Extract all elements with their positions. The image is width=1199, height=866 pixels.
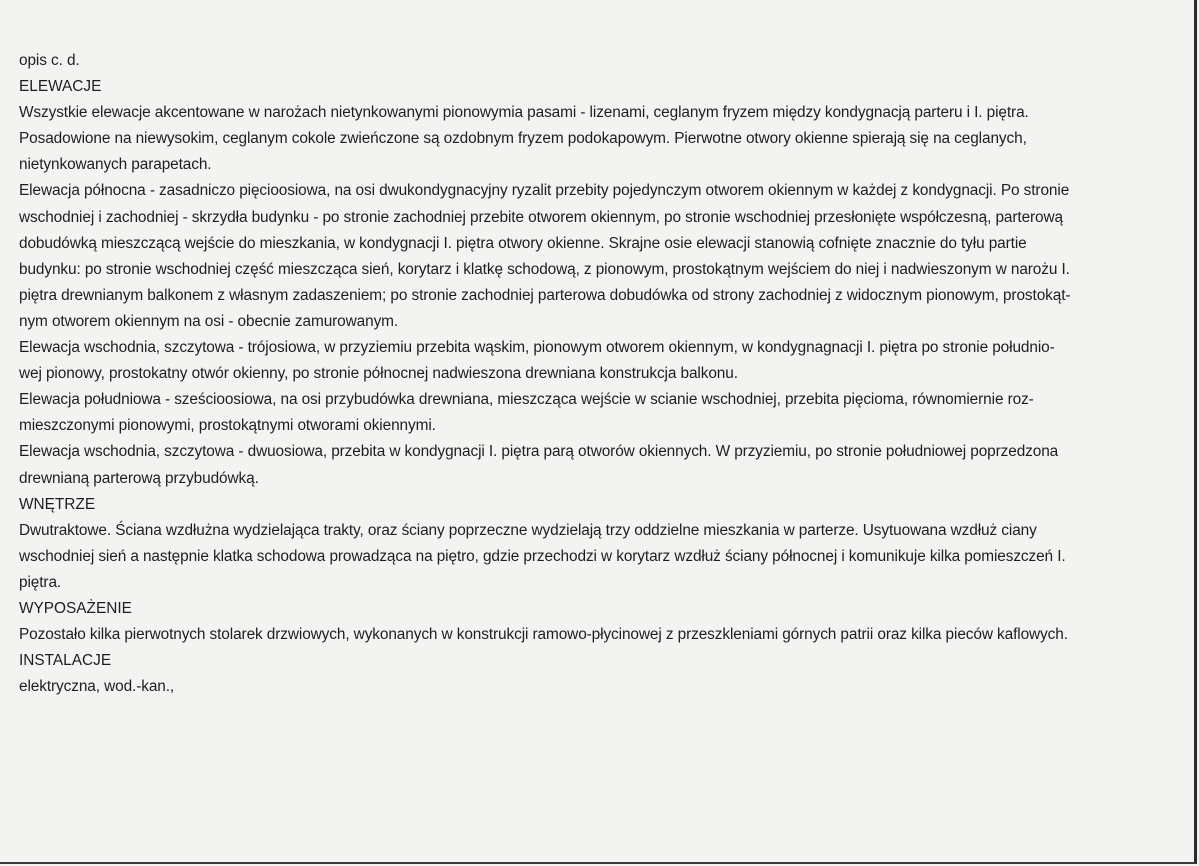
document-body <box>19 48 1179 700</box>
section-heading-wnetrze: WNĘTRZE <box>19 495 96 513</box>
text-line: Elewacja północna - zasadniczo pięcioosiowa, na osi dwukondygnacyjny ryzalit przebity pojedynczym otworem okiennym w każdej z kondygnacji. Po stronie <box>19 182 1070 200</box>
text-line: Dwutraktowe. Ściana wzdłużna wydzielająca trakty, oraz ściany poprzeczne wydzielają trzy oddzielne mieszkania w parterze. Usytuowana wzdłuż ciany <box>19 521 1037 539</box>
text-line: drewnianą parterową przybudówką. <box>19 469 259 487</box>
text-line: mieszczonymi pionowymi, prostokątnymi otworami okiennymi. <box>19 417 436 435</box>
text-line: nietynkowanych parapetach. <box>19 156 212 174</box>
text-line: elektryczna, wod.-kan., <box>19 678 175 696</box>
section-heading-elewacje: ELEWACJE <box>19 78 102 96</box>
text-line: Posadowione na niewysokim, ceglanym cokole zwieńczone są ozdobnym fryzem podokapowym. Pierwotne otwory okienne spierają się na ceglanych, <box>19 130 1027 148</box>
text-line: Elewacja wschodnia, szczytowa - dwuosiowa, przebita w kondygnacji I. piętra parą otworów okiennych. W przyziemiu, po stronie południowej poprzedzona <box>19 443 1059 461</box>
text-line: dobudówką mieszczącą wejście do mieszkania, w kondygnacji I. piętra otwory okienne. Skrajne osie elewacji stanowią cofnięte znacznie do tyłu partie <box>19 234 1027 252</box>
section-heading-instalacje: INSTALACJE <box>19 652 112 670</box>
text-line: wej pionowy, prostokatny otwór okienny, po stronie północnej nadwieszona drewniana konstrukcja balkonu. <box>19 365 738 383</box>
text-line: piętra drewnianym balkonem z własnym zadaszeniem; po stronie zachodniej parterowa dobudówka od strony zachodniej z widocznym pionowym, prostokąt- <box>19 286 1071 304</box>
text-line: nym otworem okiennym na osi - obecnie zamurowanym. <box>19 312 399 330</box>
text-line: wschodniej sień a następnie klatka schodowa prowadząca na piętro, gdzie przechodzi w korytarz wzdłuż ściany północnej i komunikuje kilka pomieszczeń I. <box>19 547 1066 565</box>
text-line: Elewacja wschodnia, szczytowa - trójosiowa, w przyziemiu przebita wąskim, pionowym otworem okiennym, w kondygnagnacji I. piętra po stronie południo- <box>19 339 1055 357</box>
section-heading-wyposazenie: WYPOSAŻENIE <box>19 599 132 617</box>
text-line: Wszystkie elewacje akcentowane w narożach nietynkowanymi pionowymia pasami - lizenami, ceglanym fryzem między kondygnacją parteru i I. piętra. <box>19 104 1029 122</box>
text-line: budynku: po stronie wschodniej część mieszcząca sień, korytarz i klatkę schodową, z pionowym, prostokątnym wejściem do niej i nadwieszonym w narożu I. <box>19 260 1070 278</box>
text-line: piętra. <box>19 573 62 591</box>
text-line: Elewacja południowa - sześcioosiowa, na osi przybudówka drewniana, mieszcząca wejście w scianie wschodniej, przebita pięcioma, równomiernie roz- <box>19 391 1034 409</box>
text-line: Pozostało kilka pierwotnych stolarek drzwiowych, wykonanych w konstrukcji ramowo-płycinowej z przeszkleniami górnych patrii oraz kilka pieców kaflowych. <box>19 626 1068 644</box>
text-line: wschodniej i zachodniej - skrzydła budynku - po stronie zachodniej przebite otworem okiennym, po stronie wschodniej przesłonięte współczesną, parterową <box>19 208 1063 226</box>
continuation-label: opis c. d. <box>19 52 80 69</box>
